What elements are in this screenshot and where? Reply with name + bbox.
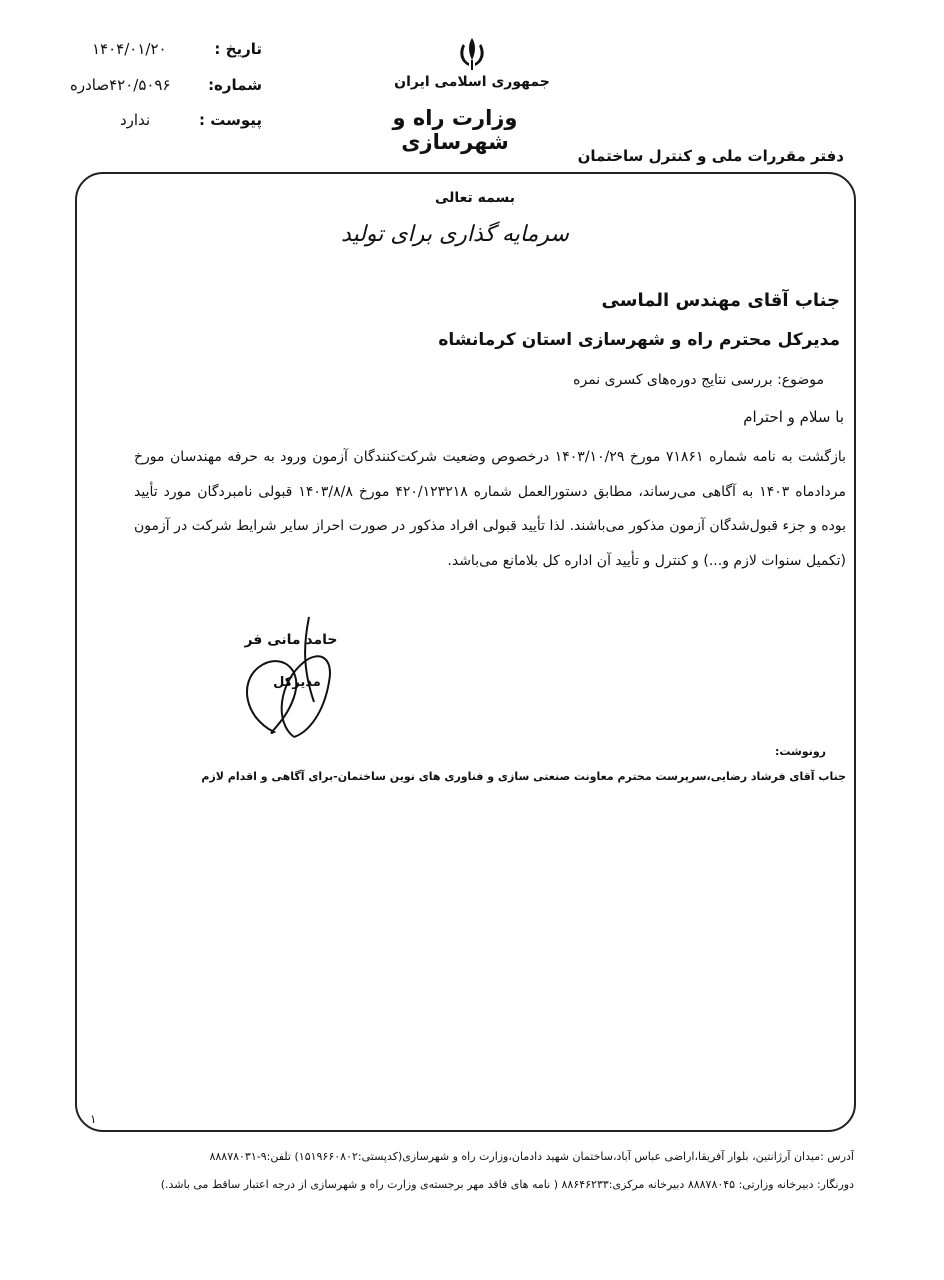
attachment-value: ندارد: [120, 111, 151, 129]
addressee-title: مدیرکل محترم راه و شهرسازی استان کرمانشاه: [438, 330, 840, 350]
number-value: ۴۲۰/۵۰۹۶صادره: [70, 76, 171, 94]
motto: سرمایه گذاری برای تولید: [341, 222, 569, 247]
date-label: تاریخ :: [214, 40, 262, 58]
iran-emblem-icon: [452, 34, 492, 74]
attachment-row: [120, 111, 262, 133]
number-label: شماره:: [208, 76, 262, 94]
ministry-title: وزارت راه و شهرسازی: [392, 106, 518, 154]
date-row: [92, 40, 262, 62]
footer-address: آدرس :میدان آرژانتین، بلوار آفریقا،اراضی عباس آباد،ساختمان شهید دادمان،وزارت راه و شهرسازی(کدپستی:۱۵۱۹۶۶۰۸۰۲) تلفن:۹-۸۸۸۷۸۰۳۱: [209, 1150, 854, 1163]
cc-text: جناب آقای فرشاد رضایی،سرپرست محترم معاونت صنعتی سازی و فناوری های نوین ساختمان-برای آگاهی و اقدام لازم: [201, 770, 846, 783]
signature-name: حامد مانی فر: [244, 632, 338, 648]
number-row: [70, 76, 262, 98]
footer-fax: دورنگار: دبیرخانه وزارتی: ۸۸۸۷۸۰۴۵ دبیرخانه مرکزی:۸۸۶۴۶۲۳۳ ( نامه های فاقد مهر برجسته‌ی وزارت راه و شهرسازی از درجه اعتبار ساقط می باشد.): [160, 1178, 854, 1191]
signature-title: مدیرکل: [273, 675, 321, 690]
date-value: ۱۴۰۴/۰۱/۲۰: [92, 40, 167, 58]
office-title: دفتر مقررات ملی و کنترل ساختمان: [577, 147, 844, 165]
page-number: ۱: [90, 1112, 97, 1126]
attachment-label: پیوست :: [198, 111, 262, 129]
letter-body: بازگشت به نامه شماره ۷۱۸۶۱ مورخ ۱۴۰۳/۱۰/۲۹ درخصوص وضعیت شرکت‌کنندگان آزمون ورود به حرفه مهندسان مورخ مردادماه ۱۴۰۳ به آگاهی می‌رساند، مطابق دستورالعمل شماره ۴۲۰/۱۲۳۲۱۸ مورخ ۱۴۰۳/۸/۸ قبولی نامبردگان مورد تأیید بوده و جزء قبول‌شدگان آزمون مذکور می‌باشند. لذا تأیید قبولی افراد مذکور در صورت احراز سایر شرایط شرکت در آزمون (تکمیل سنوات لازم و...) و کنترل و تأیید آن اداره کل بلامانع می‌باشد.: [134, 449, 846, 569]
bismillah: بسمه تعالی: [434, 190, 516, 206]
cc-label: رونوشت:: [774, 745, 826, 758]
subject-line: موضوع: بررسی نتایج دوره‌های کسری نمره: [573, 372, 824, 388]
addressee-name: جناب آقای مهندس الماسی: [601, 290, 840, 311]
republic-title: جمهوری اسلامی ایران: [394, 74, 550, 90]
letter-frame: [75, 172, 856, 1132]
greeting: با سلام و احترام: [743, 408, 844, 426]
